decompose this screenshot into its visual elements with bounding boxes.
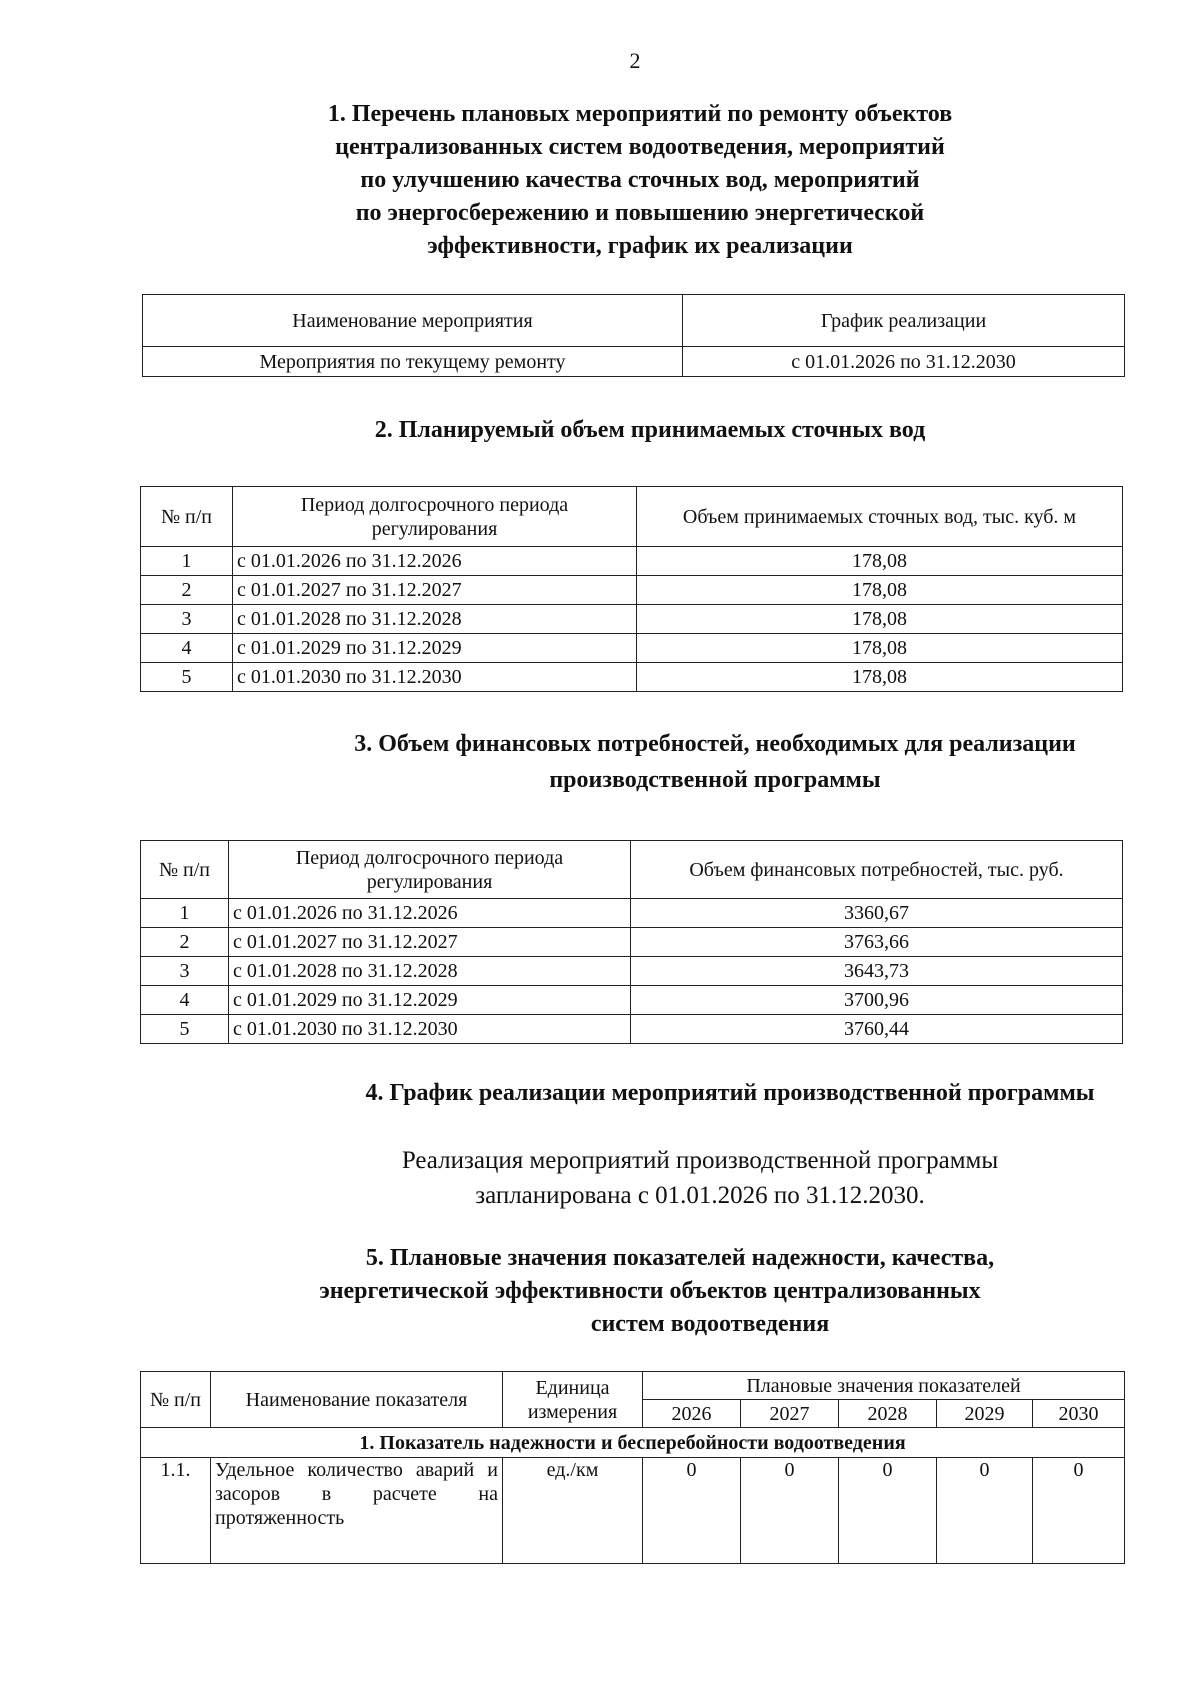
section2-title-text: 2. Планируемый объем принимаемых сточных вод: [374, 417, 926, 443]
section4-text: [200, 1143, 1200, 1213]
row-period: с 01.01.2026 по 31.12.2026: [233, 547, 637, 576]
row-number: 4: [141, 986, 229, 1015]
row-number: 4: [141, 634, 233, 663]
row-volume: 178,08: [637, 576, 1123, 605]
section4-title-text: 4. График реализации мероприятий производственной программы: [365, 1080, 1095, 1106]
table-row: [141, 986, 1123, 1015]
row-period: с 01.01.2027 по 31.12.2027: [233, 576, 637, 605]
row-number: 1.1.: [141, 1458, 211, 1564]
group-title: 1. Показатель надежности и бесперебойности водоотведения: [141, 1428, 1125, 1458]
row-period: с 01.01.2030 по 31.12.2030: [233, 663, 637, 692]
section2-title: [150, 414, 1150, 447]
section3-title: [200, 728, 1200, 797]
row-period: с 01.01.2026 по 31.12.2026: [229, 899, 631, 928]
section5-title-line: систем водоотведения: [590, 1311, 830, 1337]
row-number: 2: [141, 928, 229, 957]
table-row: [141, 928, 1123, 957]
row-period: с 01.01.2029 по 31.12.2029: [233, 634, 637, 663]
row-unit: ед./км: [503, 1458, 643, 1564]
header-finance: Объем финансовых потребностей, тыс. руб.: [631, 841, 1123, 899]
section1-title-line: централизованных систем водоотведения, мероприятий: [335, 134, 945, 160]
row-volume: 178,08: [637, 663, 1123, 692]
table-row: [141, 634, 1123, 663]
row-period: с 01.01.2027 по 31.12.2027: [229, 928, 631, 957]
table-row: [141, 1458, 1125, 1564]
row-number: 1: [141, 899, 229, 928]
row-period: с 01.01.2028 по 31.12.2028: [229, 957, 631, 986]
row-value: 0: [1033, 1458, 1125, 1564]
header-year: 2028: [839, 1400, 937, 1428]
row-period: с 01.01.2030 по 31.12.2030: [229, 1015, 631, 1044]
section5-title: [190, 1242, 1110, 1341]
header-activity-name: Наименование мероприятия: [143, 295, 683, 347]
row-value: 0: [839, 1458, 937, 1564]
table-row: [141, 1015, 1123, 1044]
table-row: [141, 663, 1123, 692]
row-value: 0: [741, 1458, 839, 1564]
activities-table: [142, 294, 1125, 377]
page-number: 2: [629, 48, 641, 73]
table-row: [141, 605, 1123, 634]
section3-title-line: производственной программы: [549, 767, 881, 793]
header-volume: Объем принимаемых сточных вод, тыс. куб. м: [637, 487, 1123, 547]
row-volume: 178,08: [637, 605, 1123, 634]
section1-title-line: по энергосбережению и повышению энергетической: [355, 200, 925, 226]
row-amount: 3360,67: [631, 899, 1123, 928]
section4-text-line: Реализация мероприятий производственной программы: [401, 1147, 999, 1174]
header-year: 2029: [937, 1400, 1033, 1428]
section4-text-line: запланирована с 01.01.2026 по 31.12.2030.: [475, 1182, 925, 1209]
header-number: № п/п: [141, 487, 233, 547]
row-amount: 3700,96: [631, 986, 1123, 1015]
row-indicator-name: Удельное количество аварий и засоров в расчете на протяженность: [211, 1458, 503, 1564]
row-volume: 178,08: [637, 634, 1123, 663]
section3-title-line: 3. Объем финансовых потребностей, необходимых для реализации: [354, 731, 1076, 757]
section1-title-line: эффективности, график их реализации: [427, 233, 853, 259]
activity-schedule-cell: с 01.01.2026 по 31.12.2030: [683, 347, 1125, 377]
row-value: 0: [643, 1458, 741, 1564]
wastewater-volume-table: [140, 486, 1123, 692]
section1-title: [150, 98, 1130, 263]
row-number: 5: [141, 1015, 229, 1044]
header-indicator-name: Наименование показателя: [211, 1372, 503, 1428]
table-row: [141, 576, 1123, 605]
indicators-table: [140, 1371, 1125, 1564]
section5-title-line: энергетической эффективности объектов централизованных: [319, 1278, 981, 1304]
activity-name-cell: Мероприятия по текущему ремонту: [143, 347, 683, 377]
table-row: [141, 899, 1123, 928]
row-number: 3: [141, 957, 229, 986]
table-row: [141, 547, 1123, 576]
row-number: 5: [141, 663, 233, 692]
header-year: 2027: [741, 1400, 839, 1428]
row-volume: 178,08: [637, 547, 1123, 576]
row-amount: 3643,73: [631, 957, 1123, 986]
header-unit: Единица измерения: [503, 1372, 643, 1428]
header-year: 2026: [643, 1400, 741, 1428]
section5-title-line: 5. Плановые значения показателей надежности, качества,: [365, 1245, 995, 1271]
row-number: 2: [141, 576, 233, 605]
section4-title: [210, 1077, 1200, 1110]
table-row: [141, 957, 1123, 986]
row-value: 0: [937, 1458, 1033, 1564]
row-amount: 3763,66: [631, 928, 1123, 957]
row-number: 1: [141, 547, 233, 576]
header-year: 2030: [1033, 1400, 1125, 1428]
row-period: с 01.01.2029 по 31.12.2029: [229, 986, 631, 1015]
row-period: с 01.01.2028 по 31.12.2028: [233, 605, 637, 634]
financial-needs-table: [140, 840, 1123, 1044]
section1-title-line: по улучшению качества сточных вод, мероприятий: [360, 167, 920, 193]
row-number: 3: [141, 605, 233, 634]
header-period: Период долгосрочного периода регулирования: [229, 841, 631, 899]
header-number: № п/п: [141, 841, 229, 899]
row-amount: 3760,44: [631, 1015, 1123, 1044]
header-number: № п/п: [141, 1372, 211, 1428]
header-schedule: График реализации: [683, 295, 1125, 347]
header-period: Период долгосрочного периода регулирования: [233, 487, 637, 547]
section1-title-line: 1. Перечень плановых мероприятий по ремонту объектов: [327, 101, 953, 127]
header-plan-values: Плановые значения показателей: [643, 1372, 1125, 1400]
